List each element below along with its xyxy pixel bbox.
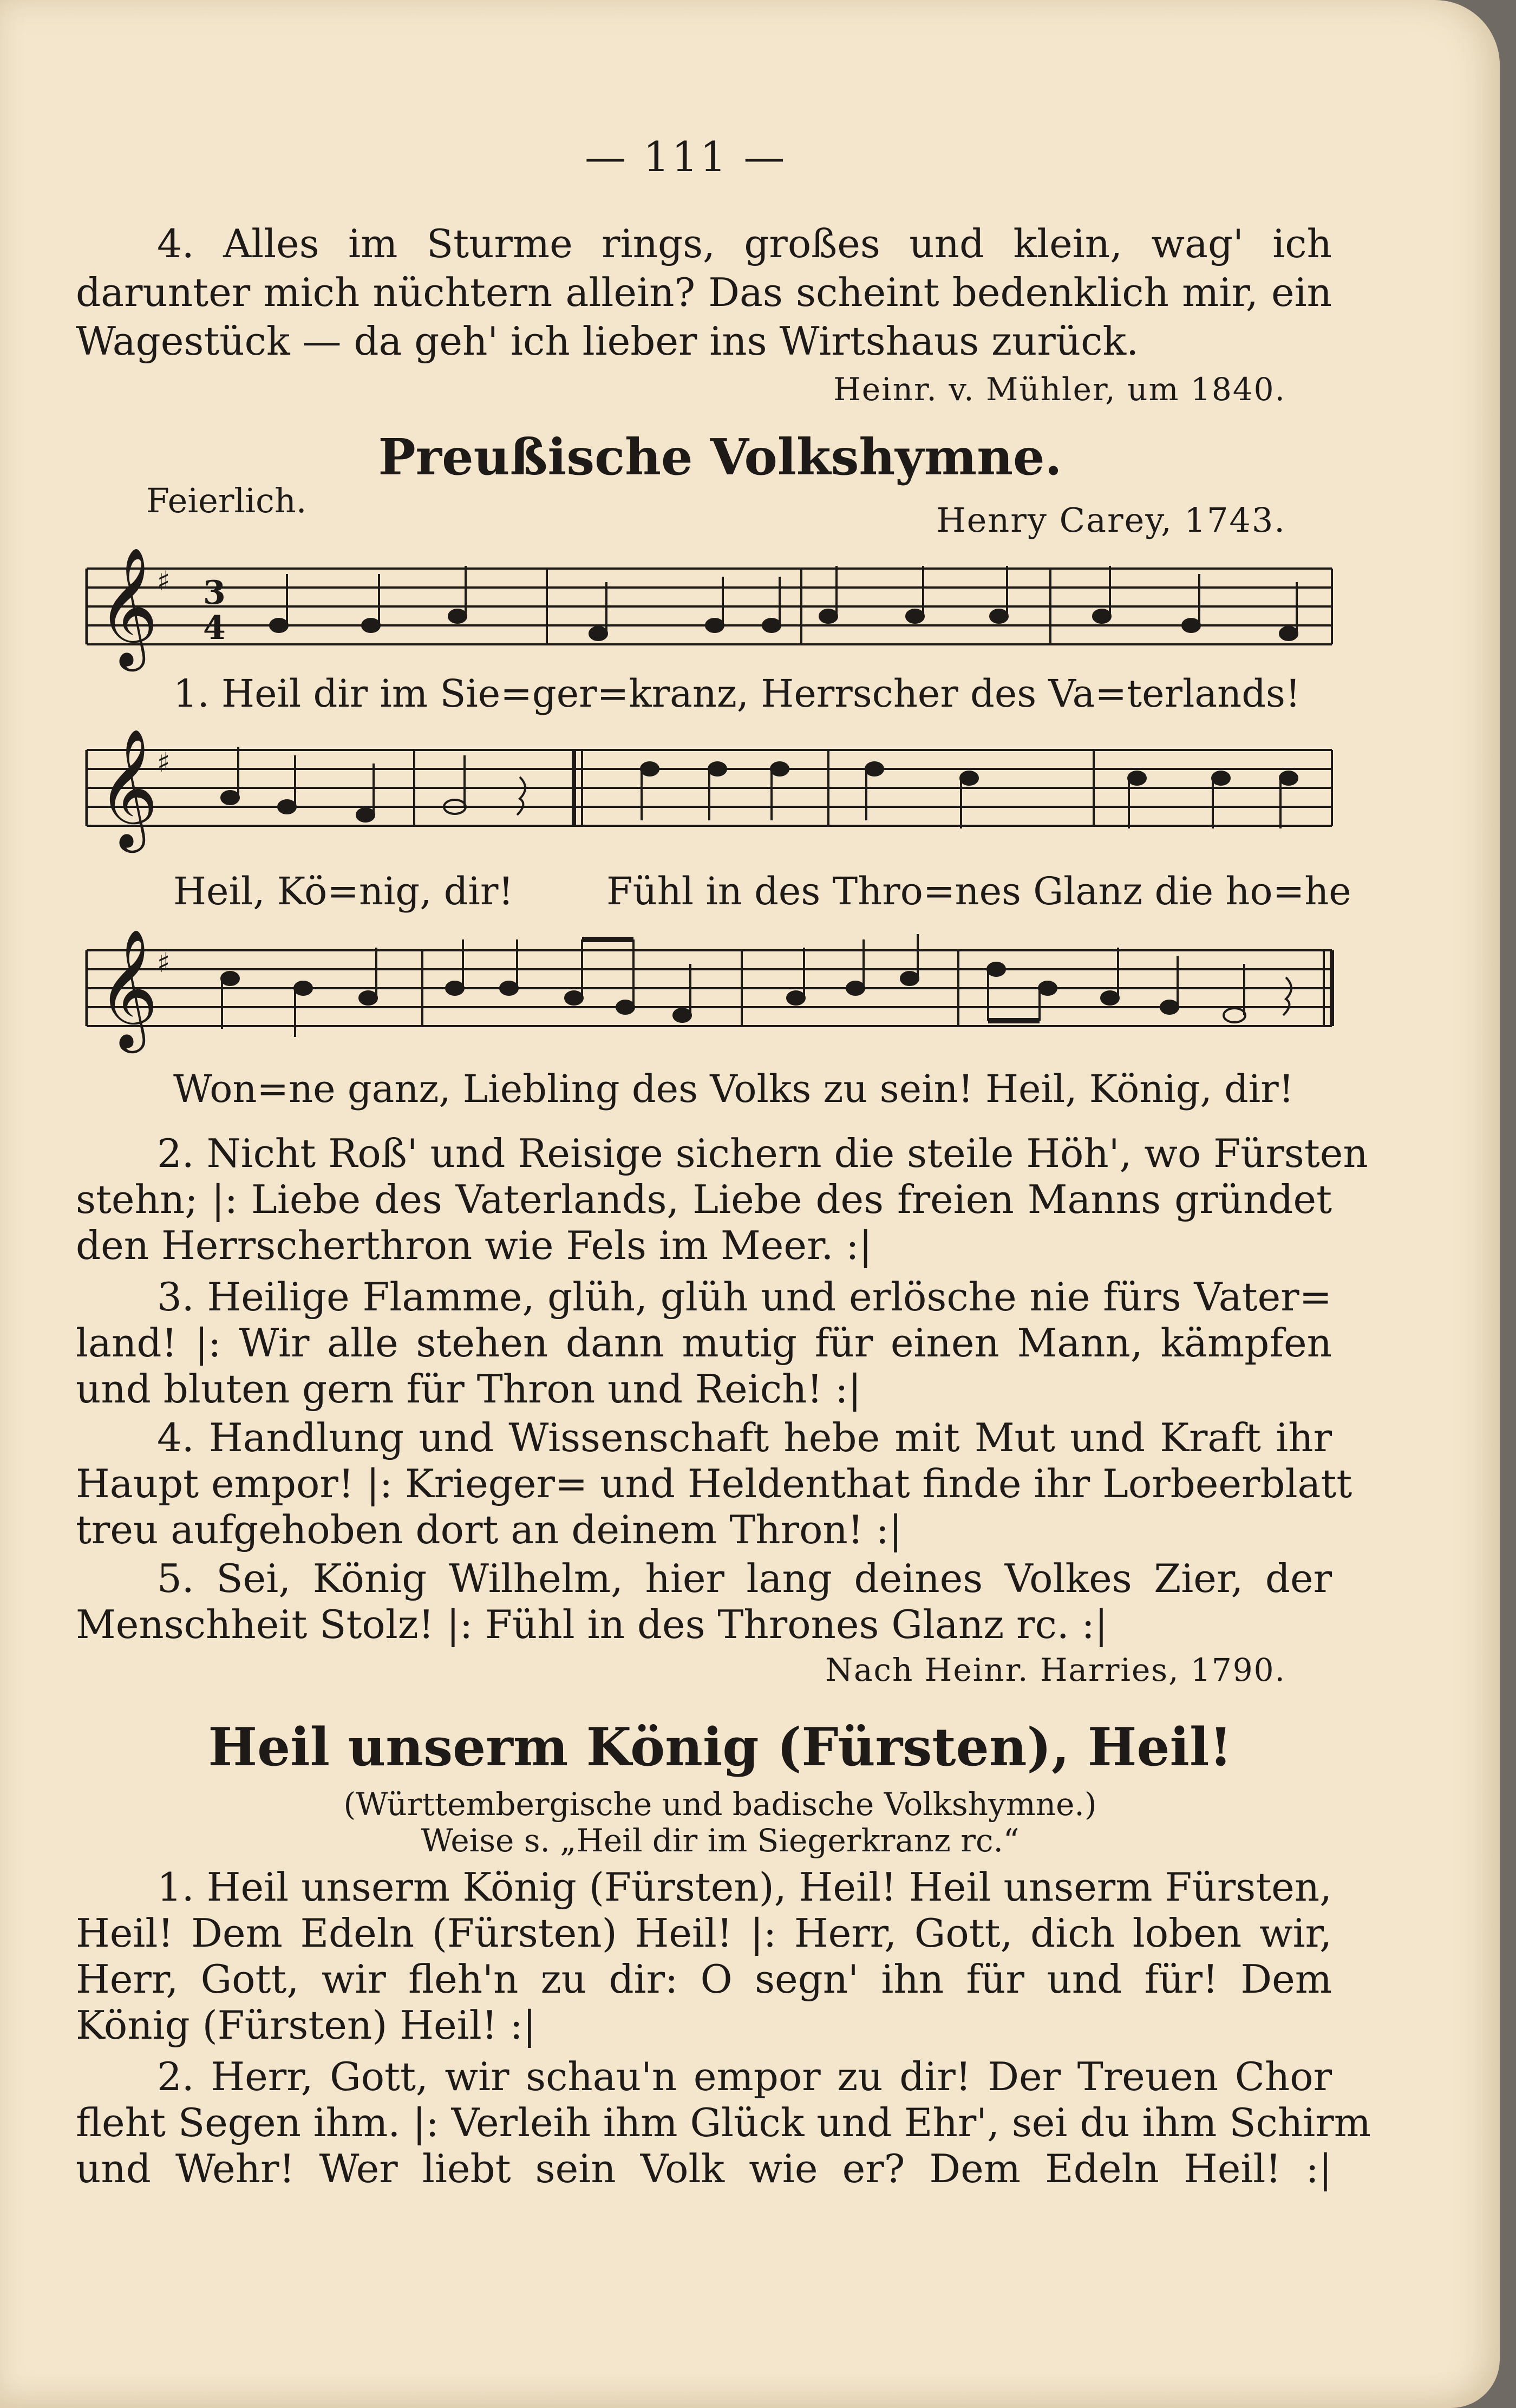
verse-line: den Herrscherthron wie Fels im Meer. :|: [76, 1223, 872, 1268]
verse-line: treu aufgehoben dort an deinem Thron! :|: [76, 1507, 903, 1552]
poem-line: Wagestück — da geh' ich lieber ins Wirtshaus zurück.: [76, 318, 1139, 364]
time-signature-top: 3: [203, 574, 226, 612]
hymn-subtitle: (Württembergische und badische Volkshymne.): [343, 1786, 1097, 1823]
hymn-attribution: Nach Heinr. Harries, 1790.: [825, 1652, 1286, 1688]
lyric-line: 1. Heil dir im Sie=ger=kranz, Herrscher des Va=terlands!: [173, 671, 1301, 716]
page-number: — 111 —: [585, 133, 787, 181]
verse-line: 5. Sei, König Wilhelm, hier lang deines Volkes Zier, der: [157, 1556, 1332, 1601]
verse-line: 1. Heil unserm König (Fürsten), Heil! Heil unserm Fürsten,: [157, 1864, 1332, 1910]
music-staff: [76, 728, 1343, 869]
verse-line: Heil! Dem Edeln (Fürsten) Heil! |: Herr, Gott, dich loben wir,: [76, 1910, 1332, 1956]
treble-clef-icon: 𝄞: [97, 546, 159, 666]
verse-line: Menschheit Stolz! |: Fühl in des Thrones Glanz rc. :|: [76, 1602, 1108, 1647]
verse-line: Haupt empor! |: Krieger= und Heldenthat finde ihr Lorbeerblatt: [76, 1461, 1352, 1506]
verse-line: stehn; |: Liebe des Vaterlands, Liebe des freien Manns gründet: [76, 1177, 1332, 1222]
lyric-line: Fühl in des Thro=nes Glanz die ho=he: [606, 869, 1351, 913]
verse-line: und bluten gern für Thron und Reich! :|: [76, 1366, 861, 1412]
verse-line: land! |: Wir alle stehen dann mutig für einen Mann, kämpfen: [76, 1320, 1332, 1366]
verse-line: 3. Heilige Flamme, glüh, glüh und erlösche nie fürs Vater=: [157, 1274, 1332, 1320]
music-staff: [76, 547, 1343, 688]
time-signature-bottom: 4: [203, 609, 226, 647]
lyric-line: Heil, Kö=nig, dir!: [173, 869, 514, 913]
svg-text:♯: ♯: [157, 565, 171, 597]
verse-line: und Wehr! Wer liebt sein Volk wie er? Dem Edeln Heil! :|: [76, 2146, 1332, 2191]
verse-line: 2. Nicht Roß' und Reisige sichern die steile Höh', wo Fürsten: [157, 1131, 1368, 1176]
hymn-title: Heil unserm König (Fürsten), Heil!: [208, 1717, 1232, 1778]
poem-attribution: Heinr. v. Mühler, um 1840.: [833, 371, 1286, 408]
music-staff: [76, 929, 1343, 1069]
verse-line: 4. Handlung und Wissenschaft hebe mit Mut und Kraft ihr: [157, 1415, 1332, 1460]
composer-credit: Henry Carey, 1743.: [936, 500, 1286, 540]
verse-line: 2. Herr, Gott, wir schau'n empor zu dir! Der Treuen Chor: [157, 2054, 1332, 2099]
svg-text:♯: ♯: [157, 947, 171, 978]
treble-clef-icon: 𝄞: [97, 928, 159, 1048]
poem-line: darunter mich nüchtern allein? Das scheint bedenklich mir, ein: [76, 270, 1332, 315]
verse-line: fleht Segen ihm. |: Verleih ihm Glück und Ehr', sei du ihm Schirm: [76, 2100, 1371, 2145]
verse-line: König (Fürsten) Heil! :|: [76, 2002, 537, 2048]
treble-clef-icon: 𝄞: [97, 728, 159, 847]
verse-line: Herr, Gott, wir fleh'n zu dir: O segn' ihn für und für! Dem: [76, 1956, 1332, 2002]
notes: [270, 566, 1297, 640]
svg-text:♯: ♯: [157, 747, 171, 778]
poem-line: 4. Alles im Sturme rings, großes und klein, wag' ich: [157, 221, 1332, 266]
lyric-line: Won=ne ganz, Liebling des Volks zu sein! Heil, König, dir!: [173, 1067, 1294, 1111]
melody-note: Weise s. „Heil dir im Siegerkranz rc.“: [421, 1822, 1020, 1859]
hymn-title: Preußische Volkshymne.: [378, 428, 1062, 486]
tempo-marking: Feierlich.: [146, 481, 307, 520]
